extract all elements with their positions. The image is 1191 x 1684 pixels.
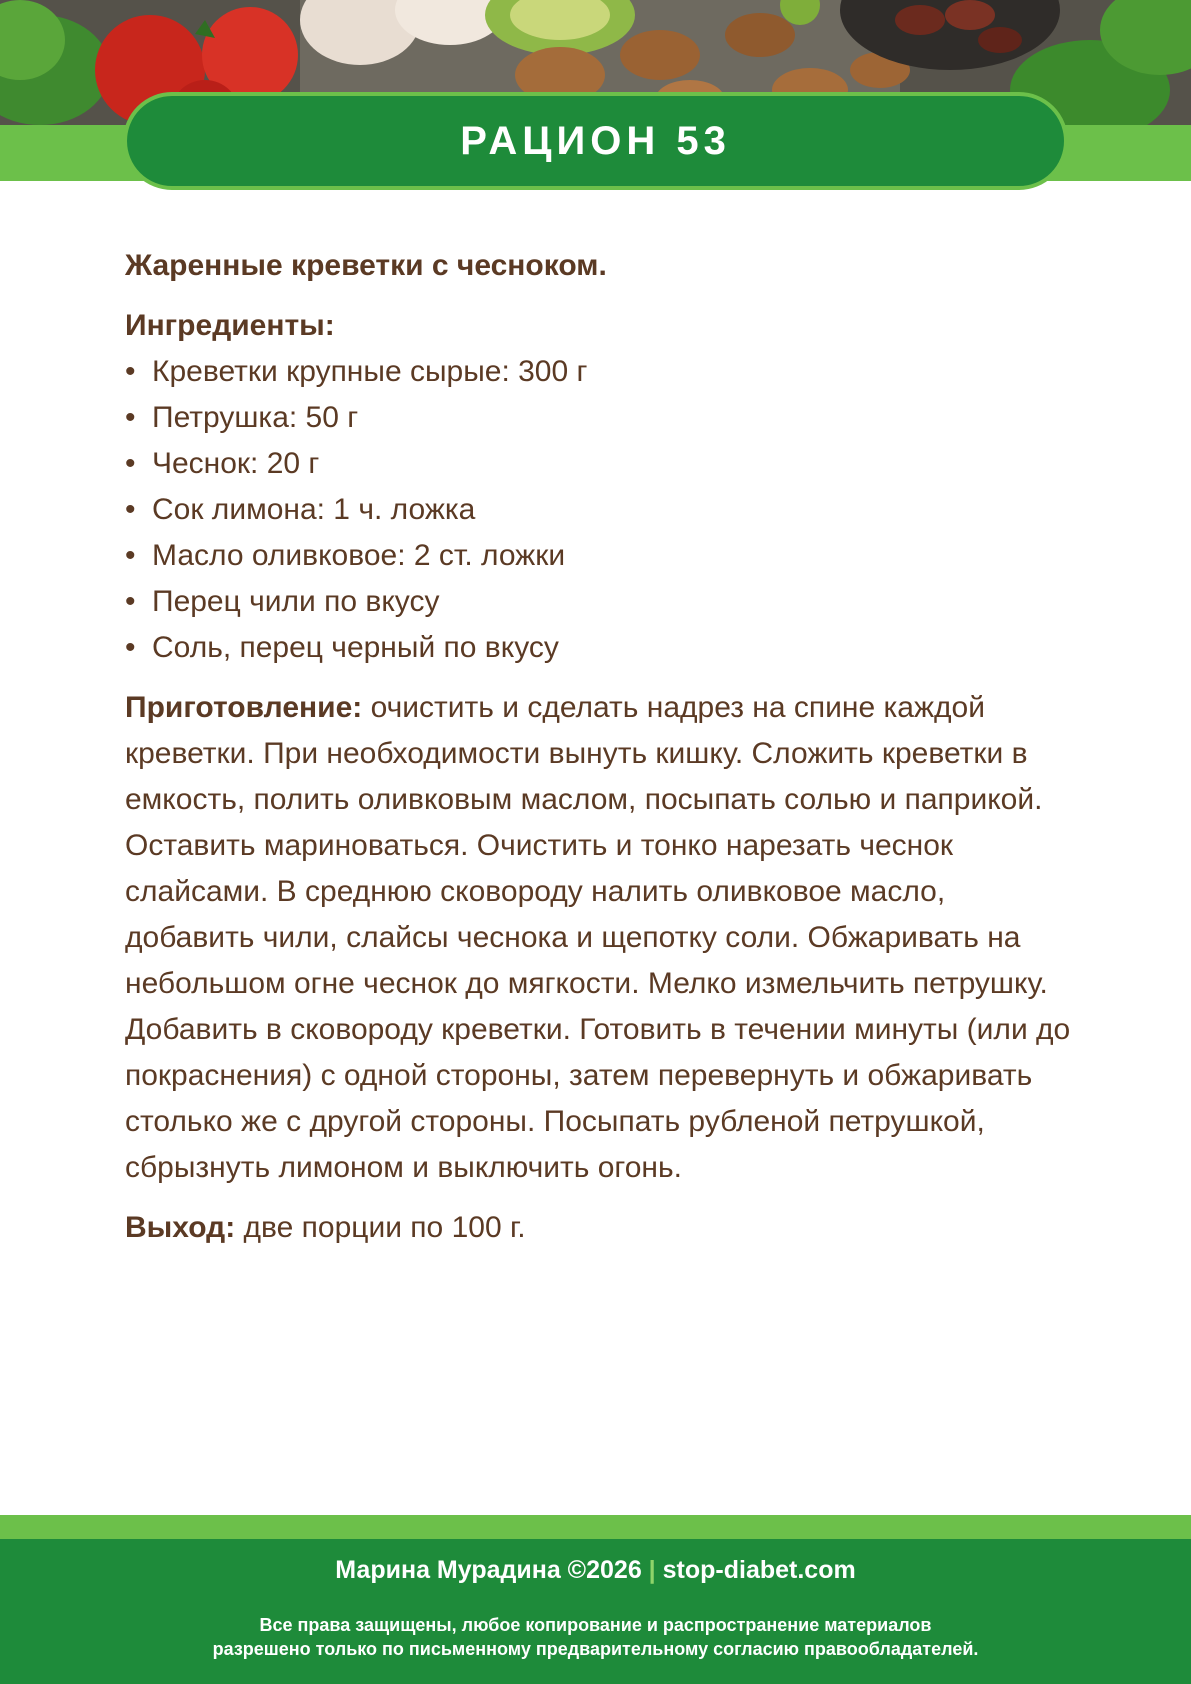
ingredient-item: • Чеснок: 20 г [125,441,1075,487]
ingredient-item: • Петрушка: 50 г [125,395,1075,441]
yield-text: две порции по 100 г. [243,1211,526,1244]
preparation-paragraph [125,685,1075,1191]
footer-separator: | [648,1556,656,1584]
ingredients-list [125,349,1075,671]
ingredient-item: • Перец чили по вкусу [125,579,1075,625]
title-banner [123,92,1068,190]
footer-site-link[interactable]: stop-diabet.com [662,1556,856,1584]
ingredient-item: • Масло оливковое: 2 ст. ложки [125,533,1075,579]
yield-label: Выход: [125,1211,236,1244]
yield-paragraph [125,1205,1075,1251]
dish-name: Жаренные креветки с чесноком. [125,249,607,282]
ingredient-item: • Креветки крупные сырые: 300 г [125,349,1075,395]
footer [0,1539,1191,1684]
footer-author: Марина Мурадина ©2026 [335,1556,642,1584]
ingredient-item: • Соль, перец черный по вкусу [125,625,1075,671]
ingredients-heading: Ингредиенты: [125,309,335,342]
footer-green-stripe [0,1515,1191,1539]
rights-line-1: Все права защищены, любое копирование и распространение материалов [259,1615,932,1635]
page-title: РАЦИОН 53 [460,118,731,163]
footer-credits [0,1553,1191,1587]
preparation-text: очистить и сделать надрез на спине каждой креветки. При необходимости вынуть кишку. Сложить креветки в емкость, полить оливковым маслом, посыпать солью и паприкой. Оставить мариноваться. Очистить и тонко нарезать чеснок слайсами. В среднюю сковороду налить оливковое масло, добавить чили, слайсы чеснока и щепотку соли. Обжаривать на небольшом огне чеснок до мягкости. Мелко измельчить петрушку. Добавить в сковороду креветки. Готовить в течении минуты (или до покраснения) с одной стороны, затем перевернуть и обжаривать столько же с другой стороны. Посыпать рубленой петрушкой, сбрызнуть лимоном и выключить огонь. [125,691,1071,1184]
ingredient-item: • Сок лимона: 1 ч. ложка [125,487,1075,533]
footer-rights-notice [0,1613,1191,1661]
recipe-content [125,243,1075,1251]
rights-line-2: разрешено только по письменному предварительному согласию правообладателей. [212,1639,979,1659]
preparation-label: Приготовление: [125,691,363,724]
